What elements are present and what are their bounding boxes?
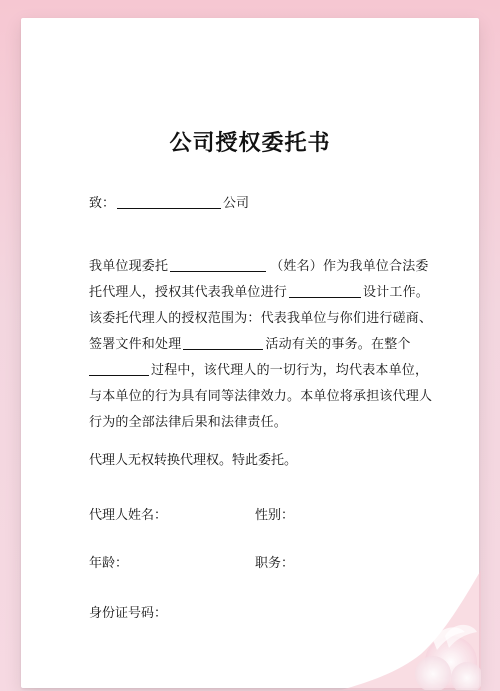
body-line-2-suffix: 设计工作。 <box>362 285 429 300</box>
addressee-company-blank[interactable] <box>117 194 221 209</box>
id-number-field-label: 身份证号码： <box>89 606 168 621</box>
addressee-prefix: 致： <box>89 196 116 211</box>
body-line-4 <box>89 332 429 358</box>
process-blank[interactable] <box>89 361 149 376</box>
body-line-5-suffix: 过程中，该代理人的一切行为，均代表本单位， <box>151 363 429 378</box>
body-line-1-prefix: 我单位现委托 <box>89 259 169 274</box>
body-line-7-text: 行为的全部法律后果和法律责任。 <box>89 415 288 430</box>
body-line-3-text: 该委托代理人的授权范围为：代表我单位与你们进行磋商、 <box>89 311 433 326</box>
project-blank[interactable] <box>289 283 361 298</box>
addressee-line <box>89 192 249 211</box>
body-line-3 <box>89 306 433 332</box>
body-line-1 <box>89 254 429 280</box>
addressee-suffix: 公司 <box>223 196 250 211</box>
authorization-body <box>89 254 433 436</box>
body-line-6 <box>89 384 433 410</box>
agent-name-field-label: 代理人姓名： <box>89 508 168 523</box>
decorative-flower-corner <box>341 570 481 690</box>
body-line-4-prefix: 签署文件和处理 <box>89 337 182 352</box>
age-field-label: 年龄： <box>89 556 129 571</box>
no-transfer-statement: 代理人无权转换代理权。特此委托。 <box>89 453 298 468</box>
body-line-2-prefix: 托代理人，授权其代表我单位进行 <box>89 285 288 300</box>
matter-blank[interactable] <box>183 335 263 350</box>
gender-field-label: 性别： <box>255 508 295 523</box>
document-title: 公司授权委托书 <box>169 130 331 156</box>
body-line-6-text: 与本单位的行为具有同等法律效力。本单位将承担该代理人 <box>89 389 433 404</box>
body-line-4-suffix: 活动有关的事务。在整个 <box>265 337 411 352</box>
body-line-1-suffix: （姓名）作为我单位合法委 <box>270 259 429 274</box>
body-line-7 <box>89 410 429 436</box>
body-line-2 <box>89 280 429 306</box>
body-line-5 <box>89 358 429 384</box>
document-page <box>21 18 479 688</box>
position-field-label: 职务： <box>255 556 295 571</box>
agent-name-blank[interactable] <box>170 257 266 272</box>
